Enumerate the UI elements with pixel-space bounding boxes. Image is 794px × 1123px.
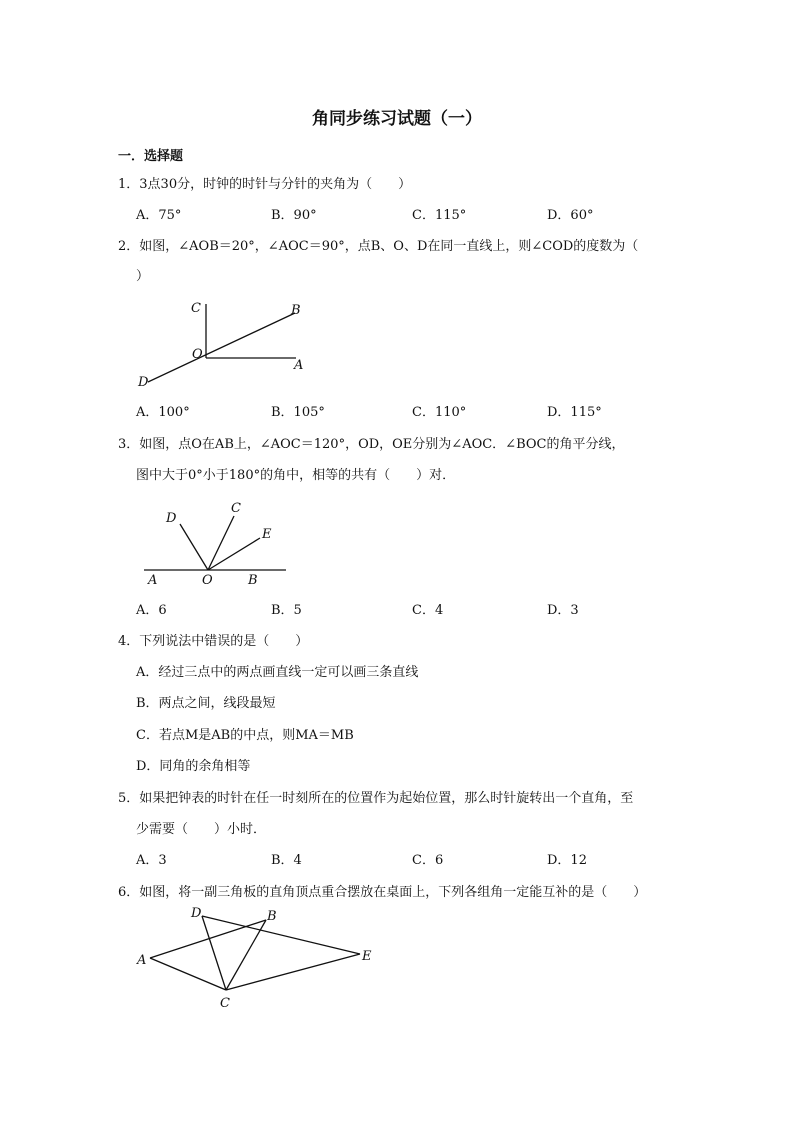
label-c: C [231,501,241,516]
question-2-text-line2: ） [136,269,150,284]
q1-option-d: D．60° [547,208,594,223]
q6-figure [134,902,380,1014]
line-ac [150,958,226,990]
label-d: D [166,511,177,526]
q2-option-d: D．115° [547,405,602,420]
question-1-text: 1．3点30分，时钟的时针与分针的夹角为（ ） [118,177,412,192]
line-ce [226,954,360,990]
label-a: A [294,358,304,373]
label-b: B [248,573,258,588]
question-4-text: 4．下列说法中错误的是（ ） [118,634,309,649]
line-de [202,916,360,954]
label-b: B [267,909,277,924]
label-a: A [148,573,158,588]
question-2-text-line1: 2．如图，∠AOB＝20°，∠AOC＝90°，点B、O、D在同一直线上，则∠COD的度数为（ [118,239,639,254]
q2-figure [130,296,320,391]
line-ab [150,920,266,958]
q3-option-c: C．4 [412,603,444,618]
label-o: O [202,573,213,588]
label-c: C [220,996,230,1011]
q1-option-c: C．115° [412,208,467,223]
label-a: A [137,953,147,968]
q4-option-b: B．两点之间，线段最短 [136,696,276,711]
question-5-text-line2: 少需要（ ）小时． [136,822,267,837]
q1-option-b: B．90° [271,208,317,223]
page-title: 角同步练习试题（一） [312,109,482,129]
label-b: B [291,303,301,318]
label-e: E [362,949,372,964]
q3-option-a: A．6 [136,603,167,618]
question-6-text: 6．如图，将一副三角板的直角顶点重合摆放在桌面上，下列各组角一定能互补的是（ ） [118,885,647,900]
question-3-text-line2: 图中大于0°小于180°的角中，相等的共有（ ）对． [136,468,456,483]
q5-option-c: C．6 [412,853,444,868]
q4-option-d: D．同角的余角相等 [136,759,251,774]
label-d: D [191,906,202,921]
label-d: D [138,375,149,390]
q1-option-a: A．75° [136,208,182,223]
q4-option-c: C．若点M是AB的中点，则MA＝MB [136,728,354,743]
q2-option-a: A．100° [136,405,190,420]
q5-option-a: A．3 [136,853,167,868]
line-db [148,313,295,382]
section-heading: 一．选择题 [118,149,184,164]
q3-option-d: D．3 [547,603,579,618]
q3-option-b: B．5 [271,603,302,618]
question-3-text-line1: 3．如图，点O在AB上，∠AOC＝120°，OD，OE分别为∠AOC．∠BOC的角平分线， [118,437,625,452]
label-c: C [191,301,201,316]
q3-figure [136,496,296,591]
label-e: E [262,527,272,542]
q4-option-a: A．经过三点中的两点画直线一定可以画三条直线 [136,665,419,680]
q2-option-c: C．110° [412,405,467,420]
question-5-text-line1: 5．如果把钟表的时针在任一时刻所在的位置作为起始位置，那么时针旋转出一个直角，至 [118,791,634,806]
q2-option-b: B．105° [271,405,325,420]
q5-option-b: B．4 [271,853,302,868]
label-o: O [192,347,203,362]
ray-od [180,524,208,570]
q5-option-d: D．12 [547,853,587,868]
line-dc [202,916,226,990]
